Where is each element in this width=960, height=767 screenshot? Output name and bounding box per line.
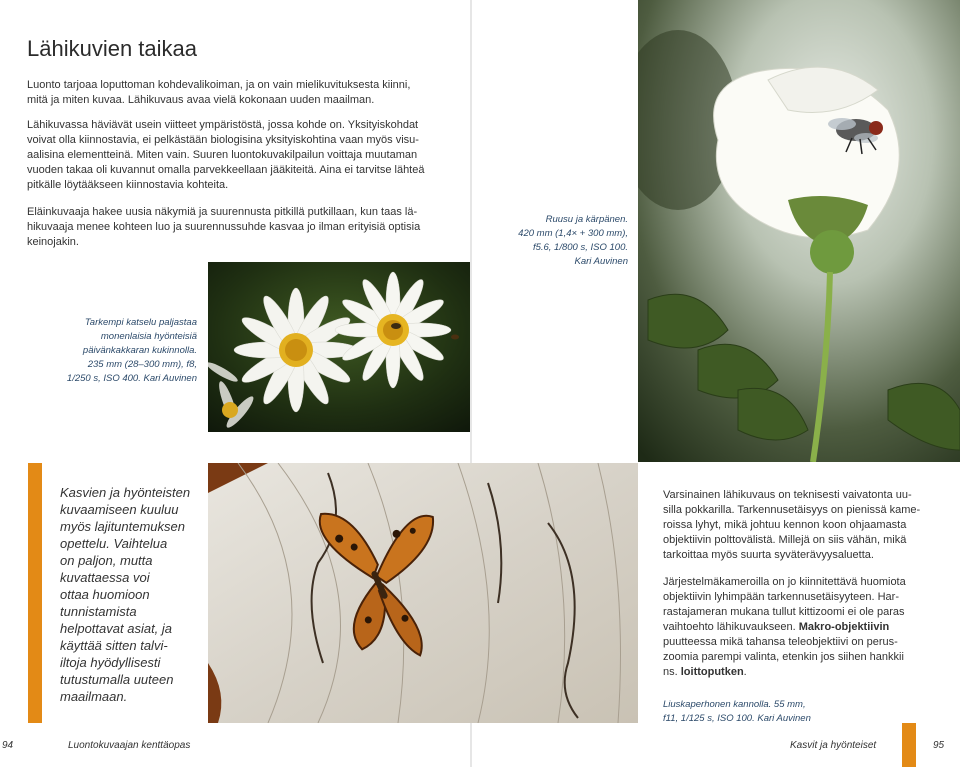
text-run: ns. bbox=[663, 666, 681, 678]
right-paragraph-2 bbox=[663, 575, 953, 680]
text-line: hikuvaaja menee kohteen luo ja suurennussuhde kasvaa jo ilman erityisiä optisia bbox=[27, 221, 421, 233]
text-run: . bbox=[743, 666, 747, 678]
rose-photo bbox=[638, 0, 960, 462]
quote-line: maailmaan. bbox=[60, 689, 128, 704]
text-line: Eläinkuvaaja hakee uusia näkymiä ja suurennusta pitkillä putkillaan, kun taas lä- bbox=[27, 206, 418, 218]
intro-paragraph bbox=[27, 78, 457, 108]
quote-line: tunnistamista bbox=[60, 604, 137, 619]
caption-line: 1/250 s, ISO 400. Kari Auvinen bbox=[66, 373, 197, 384]
pullquote-accent-bar bbox=[28, 463, 42, 723]
caption-line: monenlaisia hyönteisiä bbox=[100, 331, 197, 342]
text-line: pitkälle löytääkseen kiinnostavia kohteita. bbox=[27, 179, 229, 191]
caption-line: Kari Auvinen bbox=[574, 256, 628, 267]
quote-line: iltoja hyödyllisesti bbox=[60, 655, 161, 670]
text-line bbox=[663, 665, 953, 680]
quote-line: Kasvien ja hyönteisten bbox=[60, 485, 191, 500]
text-line: aalisina elementteinä. Miten vain. Suuren luontokuvakilpailun voittaja muutaman bbox=[27, 149, 418, 161]
text-line: objektiivin lyhimpään tarkennusetäisyyteen. Har- bbox=[663, 591, 900, 603]
body-paragraph-3 bbox=[27, 205, 457, 250]
folio-accent-bar bbox=[902, 723, 916, 767]
rose-caption bbox=[480, 213, 628, 269]
text-line bbox=[663, 620, 953, 635]
quote-line: kuvattaessa voi bbox=[60, 570, 150, 585]
caption-line: f11, 1/125 s, ISO 100. Kari Auvinen bbox=[663, 713, 811, 724]
running-title-right: Kasvit ja hyönteiset bbox=[790, 740, 877, 751]
text-line: rastajameran mukana tullut kittizoomi ei ole paras bbox=[663, 606, 905, 618]
pullquote bbox=[60, 484, 200, 705]
quote-line: helpottavat asiat, ja bbox=[60, 621, 173, 636]
daisy-photo bbox=[208, 262, 470, 432]
text-line: roissa lyhyt, mikä johtuu kennon koon ohjaamasta bbox=[663, 519, 907, 531]
text-line: keinojakin. bbox=[27, 236, 79, 248]
bold-term-extension-tube: loittoputken bbox=[680, 666, 744, 678]
quote-line: myös lajituntemuksen bbox=[60, 519, 185, 534]
text-line: tarkoittaa myös suurta syväterävyysaluetta. bbox=[663, 549, 874, 561]
text-line: Varsinainen lähikuvaus on teknisesti vaivatonta uu- bbox=[663, 489, 912, 501]
text-line: vuoden takaa oli kuvannut omalla parvekkeellaan jääkiteitä. Aina ei tarvitse lähteä bbox=[27, 164, 425, 176]
butterfly-caption bbox=[663, 698, 953, 726]
text-run: vaihtoehto lähikuvaukseen. bbox=[663, 621, 799, 633]
running-title-left: Luontokuvaajan kenttäopas bbox=[68, 740, 191, 751]
right-paragraph-1 bbox=[663, 488, 953, 563]
bold-term-macro-lens: Makro-objektiivin bbox=[798, 621, 890, 633]
quote-line: käyttää sitten talvi- bbox=[60, 638, 168, 653]
caption-line: Tarkempi katselu paljastaa bbox=[84, 317, 197, 328]
quote-line: on paljon, mutta bbox=[60, 553, 153, 568]
caption-line: 420 mm (1,4× + 300 mm), bbox=[518, 228, 628, 239]
text-line: Luonto tarjoaa loputtoman kohdevalikoiman, ja on vain mielikuvituksesta kiinni, bbox=[27, 79, 411, 91]
caption-line: päivänkakkaran kukinnolla. bbox=[82, 345, 197, 356]
quote-line: opettelu. Vaihtelua bbox=[60, 536, 168, 551]
body-paragraph-2 bbox=[27, 118, 457, 193]
page-number-left: 94 bbox=[2, 740, 14, 751]
text-line: Lähikuvassa häviävät usein viitteet ympäristöstä, jossa kohde on. Yksityiskohdat bbox=[27, 119, 419, 131]
text-line: zoomia parempi valinta, etenkin jos siihen hankkii bbox=[663, 651, 904, 663]
caption-line: Liuskaperhonen kannolla. 55 mm, bbox=[663, 699, 806, 710]
text-line: voivat olla kiinnostavia, ei pelkästään biologisina yksityiskohtina vaan myös visu- bbox=[27, 134, 419, 146]
page-number-right: 95 bbox=[933, 740, 945, 751]
caption-line: f5.6, 1/800 s, ISO 100. bbox=[532, 242, 628, 253]
page-title: Lähikuvien taikaa bbox=[27, 36, 198, 61]
quote-line: tutustumalla uuteen bbox=[60, 672, 174, 687]
quote-line: kuvaamiseen kuuluu bbox=[60, 502, 179, 517]
text-line: puutteessa mikä tahansa teleobjektiivi on perus- bbox=[663, 636, 898, 648]
daisy-caption bbox=[40, 316, 197, 386]
text-line: objektiivin polttovälistä. Millejä on siis vähän, mikä bbox=[663, 534, 907, 546]
caption-line: 235 mm (28–300 mm), f8, bbox=[87, 359, 197, 370]
quote-line: ottaa huomioon bbox=[60, 587, 150, 602]
text-line: mitä ja miten kuvaa. Lähikuvaus avaa vielä kokonaan uuden maailman. bbox=[27, 94, 375, 106]
text-line: silla pokkarilla. Tarkennusetäisyys on pienissä kame- bbox=[663, 504, 921, 516]
butterfly-photo bbox=[208, 463, 638, 723]
text-line: Järjestelmäkameroilla on jo kiinnitettävä huomiota bbox=[663, 576, 906, 588]
caption-line: Ruusu ja kärpänen. bbox=[545, 214, 628, 225]
